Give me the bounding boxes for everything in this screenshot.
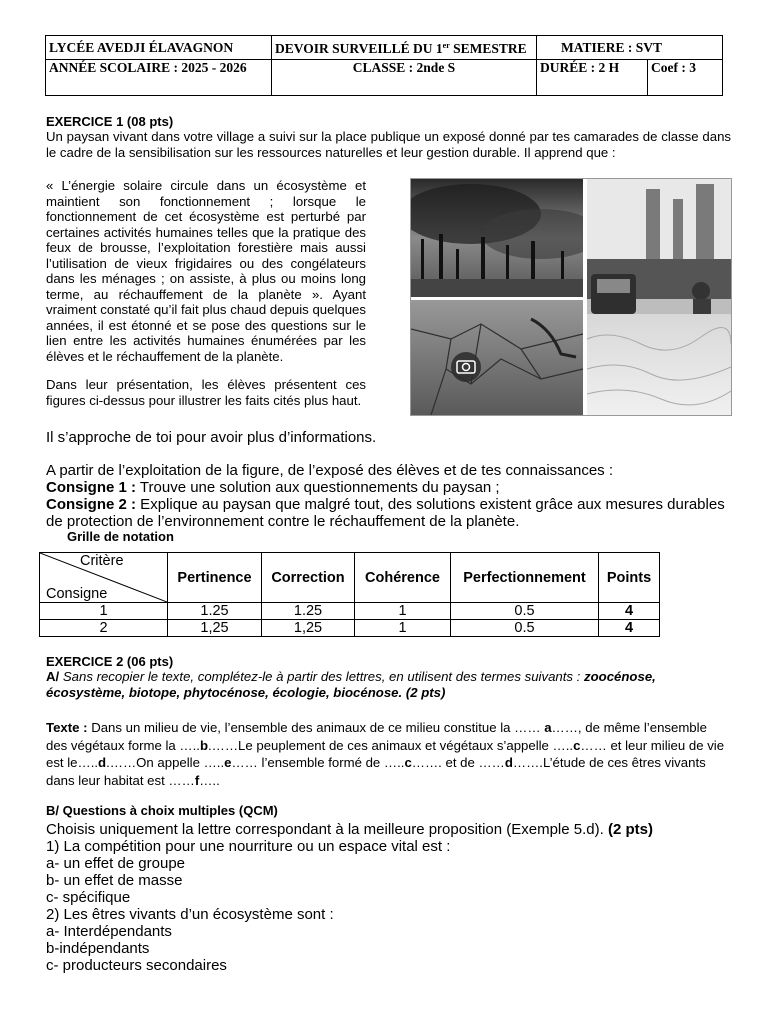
exercise-1-quote: « L’énergie solaire circule dans un écosystème et maintient son fonctionnement ; lorsque le fonctionnement de cet écosystème est perturbé par certaines activités humaines telles que la pratique des feux de brousse, l’exploitation forestière mais aussi l’utilisation de vieux frigidaires ou des congélateurs dans les ménages ; on assiste, à plus ou moins long terme, au réchauffement de la planète ». Ayant vraiment constaté qu’il fait plus chaud depuis quelques années, il est étonné et se pose des questions sur le lien entre les activités humaines énumérées par les élèves et le réchauffement de la planète.	[46, 178, 366, 364]
corner-consigne: Consigne	[46, 586, 108, 602]
qcm-instructions: Choisis uniquement la lettre correspondant à la meilleure proposition (Exemple 5.d). (2 pts)	[46, 821, 653, 838]
exercise-1-approach: Il s’approche de toi pour avoir plus d’informations.	[46, 429, 377, 446]
exercise-1-presentation: Dans leur présentation, les élèves présentent ces figures ci-dessus pour illustrer les faits cités plus haut.	[46, 377, 366, 408]
grid-header: Correction	[262, 553, 355, 603]
consigne-2: Consigne 2 : Explique au paysan que malgré tout, des solutions existent grâce aux mesures durables de protection de l’environnement contre le réchauffement de la planète.	[46, 496, 725, 530]
grid-cell: 0.5	[451, 603, 599, 620]
duration: DURÉE : 2 H	[537, 60, 648, 96]
question-2-option: a- Interdépendants	[46, 923, 172, 940]
header-table	[45, 35, 723, 96]
question-1-option: b- un effet de masse	[46, 872, 183, 889]
grid-cell: 1	[355, 603, 451, 620]
exercise-2-title: EXERCICE 2 (06 pts)	[46, 654, 174, 669]
grid-cell: 1.25	[168, 603, 262, 620]
exercise-2-text: Texte : Dans un milieu de vie, l’ensemble des animaux de ce milieu constitue la …… a……, de même l’ensemble des végétaux forme la …..b.……Le peuplement de ces animaux et végétaux s’appelle …..c…… et leur milieu de vie est le…..d.……On appelle …..e…… l’ensemble formé de …..c……. et de ……d…….L’étude de ces êtres vivants dans leur habitat est ……f…..	[46, 720, 725, 788]
grid-cell: 1	[355, 620, 451, 637]
grid-header: Pertinence	[168, 553, 262, 603]
coefficient: Coef : 3	[648, 60, 723, 96]
class-label: CLASSE : 2nde S	[272, 60, 537, 96]
question-1-option: c- spécifique	[46, 889, 131, 906]
grid-header: Points	[599, 553, 660, 603]
grid-cell: 4	[599, 620, 660, 637]
grid-cell: 1	[40, 603, 168, 620]
grid-cell: 2	[40, 620, 168, 637]
figure-photos-image	[411, 179, 731, 415]
grid-cell: 0.5	[451, 620, 599, 637]
grid-cell: 1,25	[262, 620, 355, 637]
grid-cell: 1,25	[168, 620, 262, 637]
grid-header: Cohérence	[355, 553, 451, 603]
exercise-1-task: A partir de l’exploitation de la figure, de l’exposé des élèves et de tes connaissances :	[46, 462, 614, 479]
grid-corner-cell	[40, 553, 168, 603]
grid-row	[40, 620, 660, 637]
grid-title: Grille de notation	[67, 529, 174, 544]
exam-title: DEVOIR SURVEILLÉ DU 1er SEMESTRE	[272, 36, 537, 60]
consigne-1: Consigne 1 : Trouve une solution aux questionnements du paysan ;	[46, 479, 500, 496]
grid-header: Perfectionnement	[451, 553, 599, 603]
question-2: 2) Les êtres vivants d’un écosystème sont :	[46, 906, 334, 923]
school-name: LYCÉE AVEDJI ÉLAVAGNON	[46, 36, 272, 60]
question-1-option: a- un effet de groupe	[46, 855, 185, 872]
question-2-option: c- producteurs secondaires	[46, 957, 227, 974]
exercise-2-part-a: A/ Sans recopier le texte, complétez-le à partir des lettres, en utilisent des termes suivants : zoocénose, écosystème, biotope, phytocénose, écologie, biocénose. (2 pts)	[46, 669, 656, 700]
grading-grid	[39, 552, 660, 637]
grid-row	[40, 603, 660, 620]
question-1: 1) La compétition pour une nourriture ou un espace vital est :	[46, 838, 451, 855]
exercise-1-intro: Un paysan vivant dans votre village a suivi sur la place publique un exposé donné par tes camarades de classe dans le cadre de la sensibilisation sur les ressources naturelles et leur gestion durable. Il apprend que :	[46, 129, 731, 160]
grid-cell: 1.25	[262, 603, 355, 620]
subject: MATIERE : SVT	[537, 36, 723, 60]
corner-critere: Critère	[80, 553, 124, 569]
grid-cell: 4	[599, 603, 660, 620]
exercise-1-title: EXERCICE 1 (08 pts)	[46, 114, 174, 129]
question-2-option: b-indépendants	[46, 940, 150, 957]
exercise-2-part-b-title: B/ Questions à choix multiples (QCM)	[46, 803, 278, 818]
school-year: ANNÉE SCOLAIRE : 2025 - 2026	[46, 60, 272, 96]
figure-photos	[410, 178, 732, 416]
